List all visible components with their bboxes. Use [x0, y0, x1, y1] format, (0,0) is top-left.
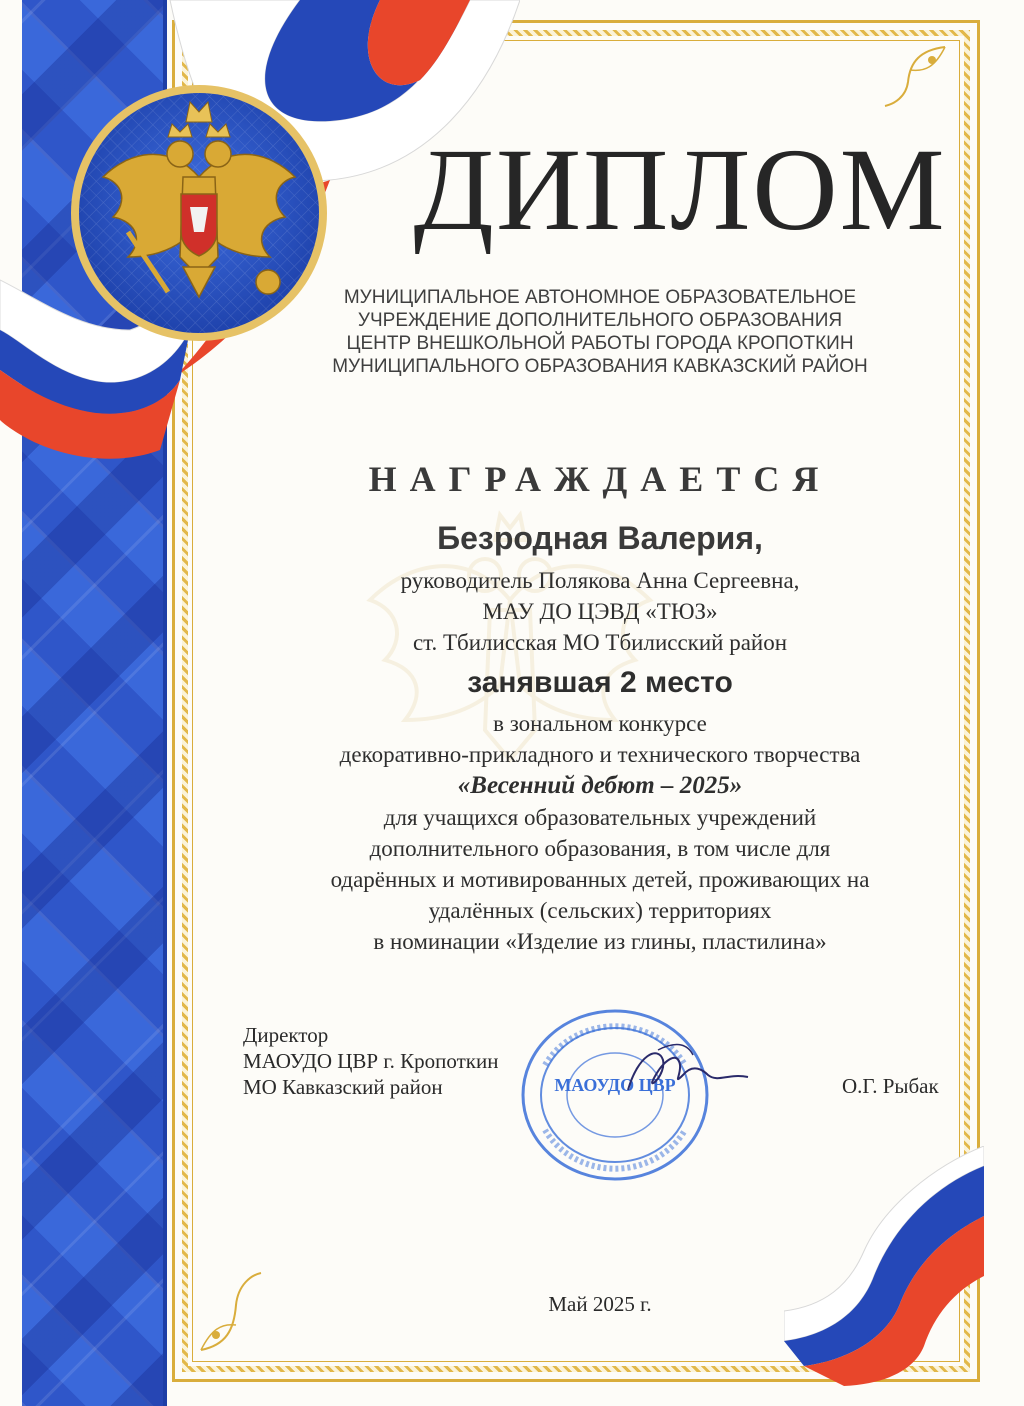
- corner-ornament-icon: [196, 1245, 266, 1355]
- signatory-name: О.Г. Рыбак: [842, 1074, 939, 1098]
- awarded-label: НАГРАЖДАЕТСЯ: [368, 459, 832, 499]
- corner-ornament-icon: [880, 42, 950, 112]
- signatory-line: МО Кавказский район: [243, 1075, 443, 1099]
- award-details: [260, 565, 940, 957]
- nomination-line: в номинации «Изделие из глины, пластилина»: [373, 929, 827, 954]
- location-line: ст. Тбилисская МО Тбилисский район: [412, 630, 788, 655]
- organization-line: ЦЕНТР ВНЕШКОЛЬНОЙ РАБОТЫ ГОРОДА КРОПОТКИН: [346, 333, 854, 354]
- school-line: МАУ ДО ЦЭВД «ТЮЗ»: [482, 599, 718, 624]
- coat-of-arms-emblem-icon: [68, 82, 330, 344]
- organization-line: УЧРЕЖДЕНИЕ ДОПОЛНИТЕЛЬНОГО ОБРАЗОВАНИЯ: [357, 310, 843, 331]
- supervisor-line: руководитель Полякова Анна Сергеевна,: [400, 568, 800, 593]
- signatory-line: Директор: [243, 1023, 329, 1047]
- issue-date: Май 2025 г.: [548, 1292, 652, 1316]
- organization-line: МУНИЦИПАЛЬНОЕ АВТОНОМНОЕ ОБРАЗОВАТЕЛЬНОЕ: [343, 287, 857, 308]
- organization-line: МУНИЦИПАЛЬНОГО ОБРАЗОВАНИЯ КАВКАЗСКИЙ РАЙОН: [332, 356, 868, 377]
- signatory-line: МАОУДО ЦВР г. Кропоткин: [243, 1049, 499, 1073]
- audience-line: дополнительного образования, в том числе для: [369, 836, 831, 861]
- recipient-name: Безродная Валерия,: [437, 520, 763, 556]
- audience-line: одарённых и мотивированных детей, проживающих на: [330, 867, 870, 892]
- handwritten-signature-icon: [618, 1035, 758, 1105]
- russian-flag-ribbon-icon: [784, 1146, 984, 1386]
- diploma-title: ДИПЛОМ: [413, 124, 947, 255]
- place-line: занявшая 2 место: [467, 666, 733, 699]
- contest-intro-line: в зональном конкурсе: [493, 711, 707, 736]
- audience-line: удалённых (сельских) территориях: [428, 898, 772, 923]
- audience-line: для учащихся образовательных учреждений: [383, 805, 817, 830]
- contest-name: «Весенний дебют – 2025»: [457, 772, 743, 799]
- contest-type-line: декоративно-прикладного и технического творчества: [339, 742, 861, 767]
- signatory-title: [243, 1022, 498, 1100]
- organization-name: [300, 286, 900, 378]
- stamp-text: МАОУДО ЦВР: [554, 1075, 676, 1095]
